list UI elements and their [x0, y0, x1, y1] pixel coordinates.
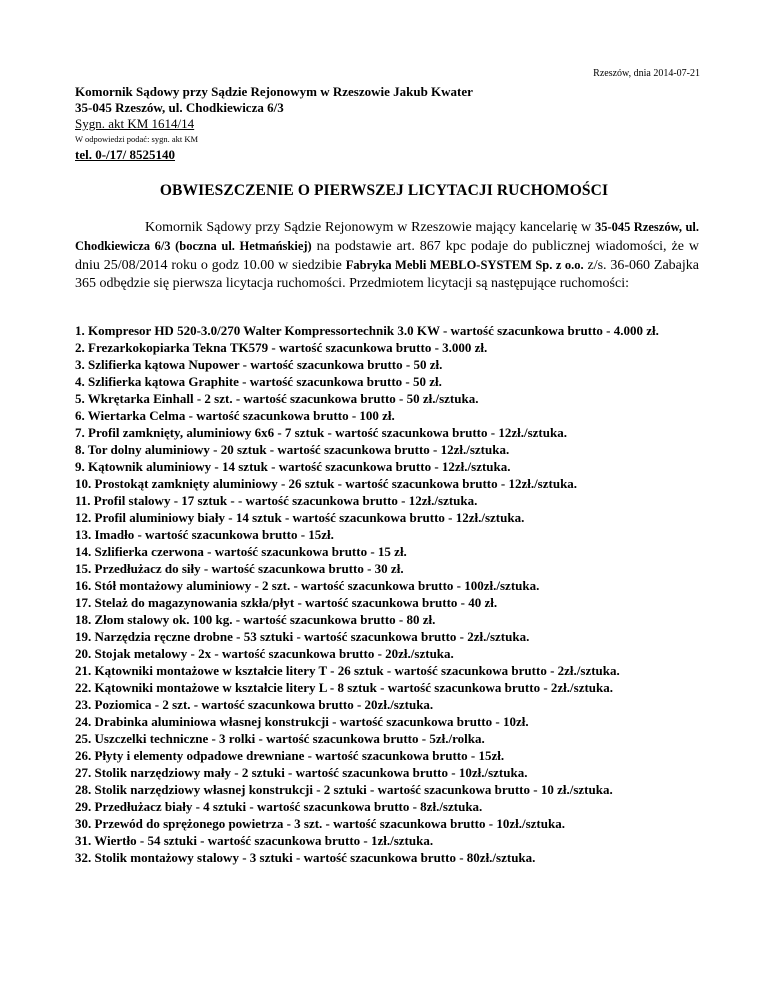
list-item: 11. Profil stalowy - 17 sztuk - - wartość szacunkowa brutto - 12zł./sztuka. [75, 493, 478, 508]
list-item: 22. Kątowniki montażowe w kształcie litery L - 8 sztuk - wartość szacunkowa brutto - 2zł./sztuka. [75, 680, 614, 695]
list-item: 27. Stolik narzędziowy mały - 2 sztuki - wartość szacunkowa brutto - 10zł./sztuka. [75, 765, 528, 780]
list-item: 9. Kątownik aluminiowy - 14 sztuk - wartość szacunkowa brutto - 12zł./sztuka. [75, 459, 511, 474]
list-item: 4. Szlifierka kątowa Graphite - wartość szacunkowa brutto - 50 zł. [75, 374, 442, 389]
list-item: 13. Imadło - wartość szacunkowa brutto - 15zł. [75, 527, 334, 542]
list-item: 28. Stolik narzędziowy własnej konstrukcji - 2 sztuki - wartość szacunkowa brutto - 10 zł./sztuka. [75, 782, 613, 797]
bailiff-header [75, 84, 473, 162]
list-item: 21. Kątowniki montażowe w kształcie litery T - 26 sztuk - wartość szacunkowa brutto - 2zł./sztuka. [75, 663, 620, 678]
intro-text-2: na podstawie art. 867 kpc podaje do publicznej wiadomości, że w dniu 25/08/2014 roku o godz 10.00 w siedzibie [75, 239, 699, 273]
list-item: 20. Stojak metalowy - 2x - wartość szacunkowa brutto - 20zł./sztuka. [75, 646, 454, 661]
list-item: 19. Narzędzia ręczne drobne - 53 sztuki - wartość szacunkowa brutto - 2zł./sztuka. [75, 629, 530, 644]
list-item: 7. Profil zamknięty, aluminiowy 6x6 - 7 sztuk - wartość szacunkowa brutto - 12zł./sztuka. [75, 425, 567, 440]
intro-company-name: Fabryka Mebli MEBLO-SYSTEM Sp. z o.o. [345, 258, 584, 272]
list-item: 18. Złom stalowy ok. 100 kg. - wartość szacunkowa brutto - 80 zł. [75, 612, 436, 627]
list-item: 5. Wkrętarka Einhall - 2 szt. - wartość szacunkowa brutto - 50 zł./sztuka. [75, 391, 479, 406]
intro-office-address: 35-045 Rzeszów, ul. Chodkiewicza 6/3 (boczna ul. Hetmańskiej) [75, 220, 700, 253]
list-item: 8. Tor dolny aluminiowy - 20 sztuk - wartość szacunkowa brutto - 12zł./sztuka. [75, 442, 510, 457]
auction-items-list [75, 322, 697, 866]
bailiff-address: 35-045 Rzeszów, ul. Chodkiewicza 6/3 [75, 100, 284, 115]
reply-note: W odpowiedzi podać: sygn. akt KM [75, 134, 199, 144]
list-item: 24. Drabinka aluminiowa własnej konstrukcji - wartość szacunkowa brutto - 10zł. [75, 714, 529, 729]
list-item: 6. Wiertarka Celma - wartość szacunkowa brutto - 100 zł. [75, 408, 395, 423]
list-item: 17. Stelaż do magazynowania szkła/płyt - wartość szacunkowa brutto - 40 zł. [75, 595, 498, 610]
list-item: 31. Wiertło - 54 sztuki - wartość szacunkowa brutto - 1zł./sztuka. [75, 833, 434, 848]
list-item: 3. Szlifierka kątowa Nupower - wartość szacunkowa brutto - 50 zł. [75, 357, 443, 372]
list-item: 30. Przewód do sprężonego powietrza - 3 szt. - wartość szacunkowa brutto - 10zł./sztuka. [75, 816, 565, 831]
intro-text-1: Komornik Sądowy przy Sądzie Rejonowym w Rzeszowie mający kancelarię w [145, 220, 595, 235]
list-item: 25. Uszczelki techniczne - 3 rolki - wartość szacunkowa brutto - 5zł./rolka. [75, 731, 485, 746]
phone-number: tel. 0-/17/ 8525140 [75, 147, 176, 162]
page-title: OBWIESZCZENIE O PIERWSZEJ LICYTACJI RUCHOMOŚCI [159, 182, 609, 199]
list-item: 10. Prostokąt zamknięty aluminiowy - 26 sztuk - wartość szacunkowa brutto - 12zł./sztuka. [75, 476, 578, 491]
intro-text-3: z/s. 36-060 Zabajka 365 odbędzie się pierwsza licytacja ruchomości. Przedmiotem licytacji są następujące ruchomości: [75, 258, 699, 291]
list-item: 26. Płyty i elementy odpadowe drewniane - wartość szacunkowa brutto - 15zł. [75, 748, 505, 763]
list-item: 14. Szlifierka czerwona - wartość szacunkowa brutto - 15 zł. [75, 544, 407, 559]
list-item: 32. Stolik montażowy stalowy - 3 sztuki - wartość szacunkowa brutto - 80zł./sztuka. [75, 850, 536, 865]
list-item: 15. Przedłużacz do siły - wartość szacunkowa brutto - 30 zł. [75, 561, 404, 576]
list-item: 1. Kompresor HD 520-3.0/270 Walter Kompressortechnik 3.0 KW - wartość szacunkowa brutto - 4.000 zł. [75, 323, 659, 338]
list-item: 16. Stół montażowy aluminiowy - 2 szt. - wartość szacunkowa brutto - 100zł./sztuka. [75, 578, 540, 593]
intro-paragraph [75, 218, 699, 293]
list-item: 12. Profil aluminiowy biały - 14 sztuk - wartość szacunkowa brutto - 12zł./sztuka. [75, 510, 525, 525]
list-item: 29. Przedłużacz biały - 4 sztuki - wartość szacunkowa brutto - 8zł./sztuka. [75, 799, 483, 814]
case-reference: Sygn. akt KM 1614/14 [75, 116, 195, 131]
document-date: Rzeszów, dnia 2014-07-21 [593, 68, 700, 79]
list-item: 2. Frezarkokopiarka Tekna TK579 - wartość szacunkowa brutto - 3.000 zł. [75, 340, 488, 355]
list-item: 23. Poziomica - 2 szt. - wartość szacunkowa brutto - 20zł./sztuka. [75, 697, 434, 712]
bailiff-name: Komornik Sądowy przy Sądzie Rejonowym w Rzeszowie Jakub Kwater [75, 84, 473, 99]
